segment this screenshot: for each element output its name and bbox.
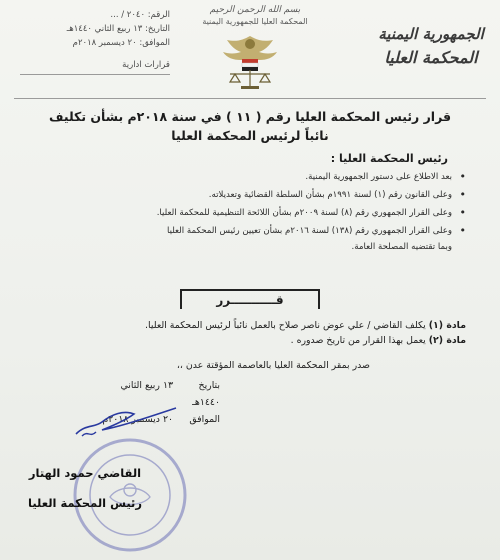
ref-number: الرقم: ٢٠٤٠ / ... [110,10,170,20]
article-2 [36,333,466,348]
republic-emblem-icon [215,30,285,94]
signature-icon [72,400,182,440]
org-line-2: المحكمة العليا [384,48,478,67]
article-1-label: مادة (١) [428,320,466,331]
date-hijri-value: ١٣ ربيع الثاني ١٤٤٠هـ [120,380,220,408]
article-2-label: مادة (٢) [428,335,466,346]
issued-line: صدر بمقر المحكمة العليا بالعاصمة المؤقتة عدن ،، [176,360,370,371]
ref-date-hijri: التاريخ: ١٣ ربيع الثاني ١٤٤٠هـ [66,24,170,34]
ref-subject: قرارات ادارية [20,58,170,75]
title-line-1: قرار رئيس المحكمة العليا رقم ( ١١ ) في سنة ٢٠١٨م بشأن تكليف [48,109,452,124]
article-1-text: يكلف القاضي / علي عوض ناصر صلاح بالعمل نائباً لرئيس المحكمة العليا. [145,320,426,331]
date-greg-label: الموافق [189,414,220,425]
date-hijri-label: بتاريخ [198,380,220,391]
article-1 [36,318,466,333]
intro-heading: رئيس المحكمة العليا : [330,152,448,165]
center-header [195,4,315,27]
organization-header [376,22,486,70]
court-subtitle: المحكمة العليا للجمهورية اليمنية [202,17,308,26]
ref-date-gregorian: الموافق: ٢٠ ديسمبر ٢٠١٨م [72,38,170,48]
reference-block [20,8,170,75]
reference-item: • وعلى القرار الجمهوري رقم (١٣٨) لسنة ٢٠١٦م بشأن تعيين رئيس المحكمة العليا [36,224,466,238]
legal-references [36,170,466,254]
article-2-text: يعمل بهذا القرار من تاريخ صدوره . [290,335,426,346]
decree-heading [180,289,320,309]
date-greg-value: ٢٠ ديسمبر ٢٠١٨م [102,414,174,425]
decision-title [30,107,470,145]
articles-block [36,318,466,348]
org-line-1: الجمهورية اليمنية [378,25,484,43]
reference-item: • بعد الاطلاع على دستور الجمهورية اليمنية. [36,170,466,184]
reference-item: • وعلى القرار الجمهوري رقم (٨) لسنة ٢٠٠٩م بشأن اللائحة التنظيمية للمحكمة العليا. [36,206,466,220]
reference-continuation: وبما تقتضيه المصلحة العامة. [351,242,452,252]
signatory-title: رئيس المحكمة العليا [28,496,142,510]
title-line-2: نائباً لرئيس المحكمة العليا [171,128,329,143]
basmala: بسم الله الرحمن الرحيم [209,5,301,15]
signatory-block [25,458,145,518]
header-divider [14,98,486,99]
reference-item: • وعلى القانون رقم (١) لسنة ١٩٩١م بشأن السلطة القضائية وتعديلاته. [36,188,466,202]
decree-label: قـــــــــــرر [216,293,284,307]
signatory-name: القاضي حمود الهتار [28,466,142,480]
